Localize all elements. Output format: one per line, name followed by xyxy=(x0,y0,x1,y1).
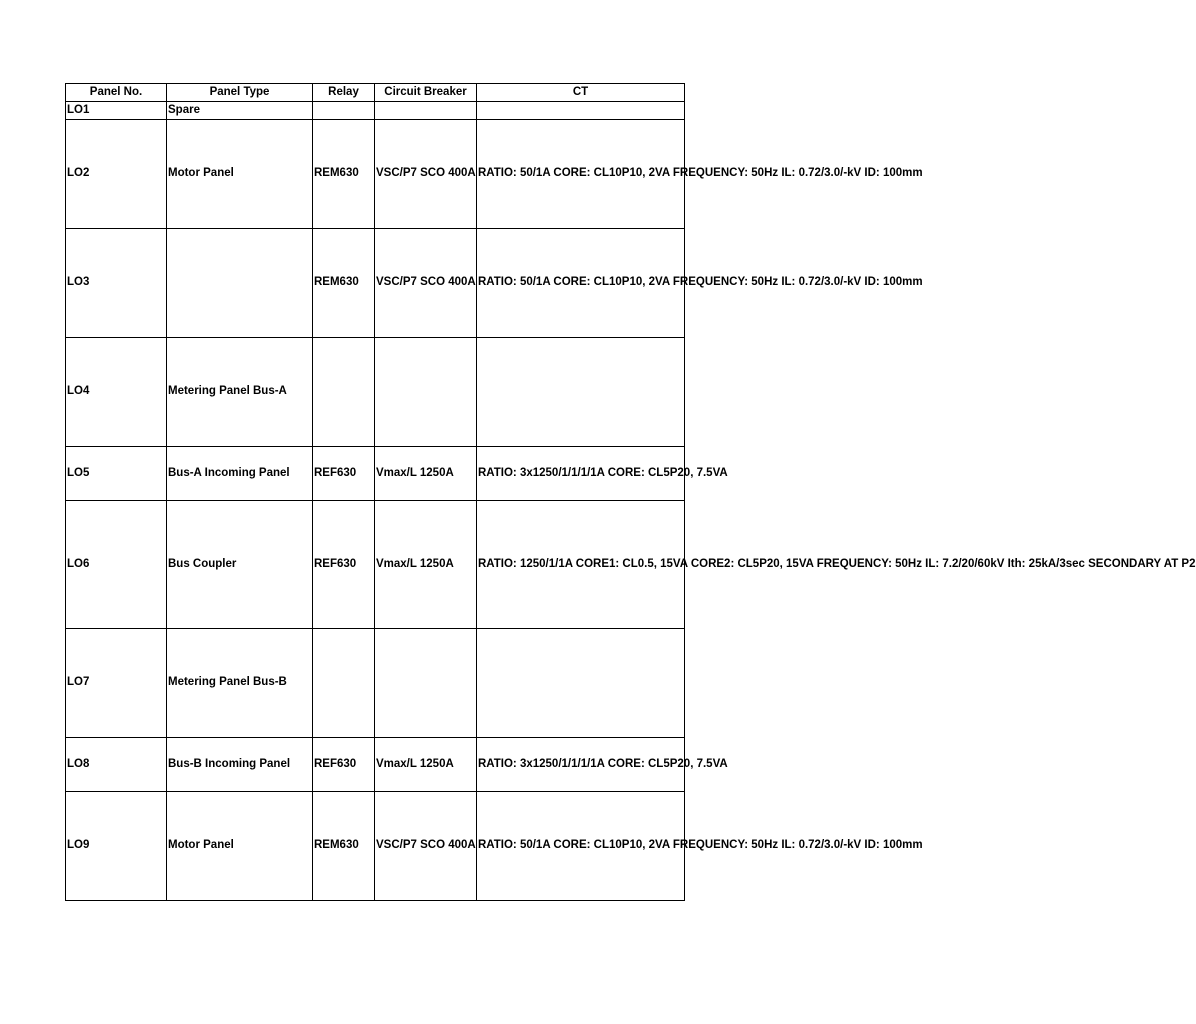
table-row xyxy=(66,447,685,501)
panel-no-cell: LO9 xyxy=(66,792,167,901)
ct-cell: RATIO: 50/1A CORE: CL10P10, 2VA FREQUENCY: 50Hz IL: 0.72/3.0/-kV ID: 100mm xyxy=(477,792,685,901)
relay-cell xyxy=(313,102,375,120)
panel-no-cell: LO7 xyxy=(66,629,167,738)
ct-cell xyxy=(477,629,685,738)
panel-no-cell: LO1 xyxy=(66,102,167,120)
table-row xyxy=(66,338,685,447)
relay-cell: REM630 xyxy=(313,792,375,901)
table-row xyxy=(66,738,685,792)
circuit-breaker-cell: VSC/P7 SCO 400A xyxy=(375,229,477,338)
panel-type-cell: Motor Panel xyxy=(167,792,313,901)
circuit-breaker-cell xyxy=(375,629,477,738)
relay-cell xyxy=(313,338,375,447)
circuit-breaker-cell: VSC/P7 SCO 400A xyxy=(375,792,477,901)
ct-cell: RATIO: 1250/1/1A CORE1: CL0.5, 15VA CORE2: CL5P20, 15VA FREQUENCY: 50Hz IL: 7.2/20/60kV Ith: 25kA/3sec SECONDARY AT P2 xyxy=(477,501,685,629)
panel-type-cell: Spare xyxy=(167,102,313,120)
header-panel-type: Panel Type xyxy=(167,84,313,102)
panel-no-cell: LO2 xyxy=(66,120,167,229)
ct-cell: RATIO: 50/1A CORE: CL10P10, 2VA FREQUENCY: 50Hz IL: 0.72/3.0/-kV ID: 100mm xyxy=(477,229,685,338)
relay-cell: REF630 xyxy=(313,738,375,792)
panel-type-cell: Bus Coupler xyxy=(167,501,313,629)
circuit-breaker-cell: Vmax/L 1250A xyxy=(375,447,477,501)
panel-no-cell: LO4 xyxy=(66,338,167,447)
relay-cell: REM630 xyxy=(313,120,375,229)
table-row xyxy=(66,229,685,338)
relay-cell: REF630 xyxy=(313,447,375,501)
panel-type-cell: Bus-B Incoming Panel xyxy=(167,738,313,792)
header-circuit-breaker: Circuit Breaker xyxy=(375,84,477,102)
circuit-breaker-cell xyxy=(375,338,477,447)
circuit-breaker-cell: Vmax/L 1250A xyxy=(375,738,477,792)
panel-type-cell: Metering Panel Bus-B xyxy=(167,629,313,738)
panel-no-cell: LO3 xyxy=(66,229,167,338)
header-panel-no: Panel No. xyxy=(66,84,167,102)
ct-cell xyxy=(477,338,685,447)
table-row xyxy=(66,629,685,738)
relay-cell: REM630 xyxy=(313,229,375,338)
panel-no-cell: LO8 xyxy=(66,738,167,792)
table-row xyxy=(66,120,685,229)
panel-no-cell: LO6 xyxy=(66,501,167,629)
panel-type-cell xyxy=(167,229,313,338)
circuit-breaker-cell: VSC/P7 SCO 400A xyxy=(375,120,477,229)
table-row xyxy=(66,792,685,901)
header-row xyxy=(66,84,685,102)
relay-cell xyxy=(313,629,375,738)
circuit-breaker-cell: Vmax/L 1250A xyxy=(375,501,477,629)
panel-type-cell: Bus-A Incoming Panel xyxy=(167,447,313,501)
panel-no-cell: LO5 xyxy=(66,447,167,501)
ct-cell: RATIO: 50/1A CORE: CL10P10, 2VA FREQUENCY: 50Hz IL: 0.72/3.0/-kV ID: 100mm xyxy=(477,120,685,229)
header-ct: CT xyxy=(477,84,685,102)
ct-cell: RATIO: 3x1250/1/1/1/1A CORE: CL5P20, 7.5VA xyxy=(477,738,685,792)
ct-cell xyxy=(477,102,685,120)
table-row xyxy=(66,102,685,120)
header-relay: Relay xyxy=(313,84,375,102)
table-row xyxy=(66,501,685,629)
ct-cell: RATIO: 3x1250/1/1/1/1A CORE: CL5P20, 7.5VA xyxy=(477,447,685,501)
circuit-breaker-cell xyxy=(375,102,477,120)
panel-schedule-table xyxy=(65,83,1196,901)
relay-cell: REF630 xyxy=(313,501,375,629)
panel-type-cell: Metering Panel Bus-A xyxy=(167,338,313,447)
panel-type-cell: Motor Panel xyxy=(167,120,313,229)
